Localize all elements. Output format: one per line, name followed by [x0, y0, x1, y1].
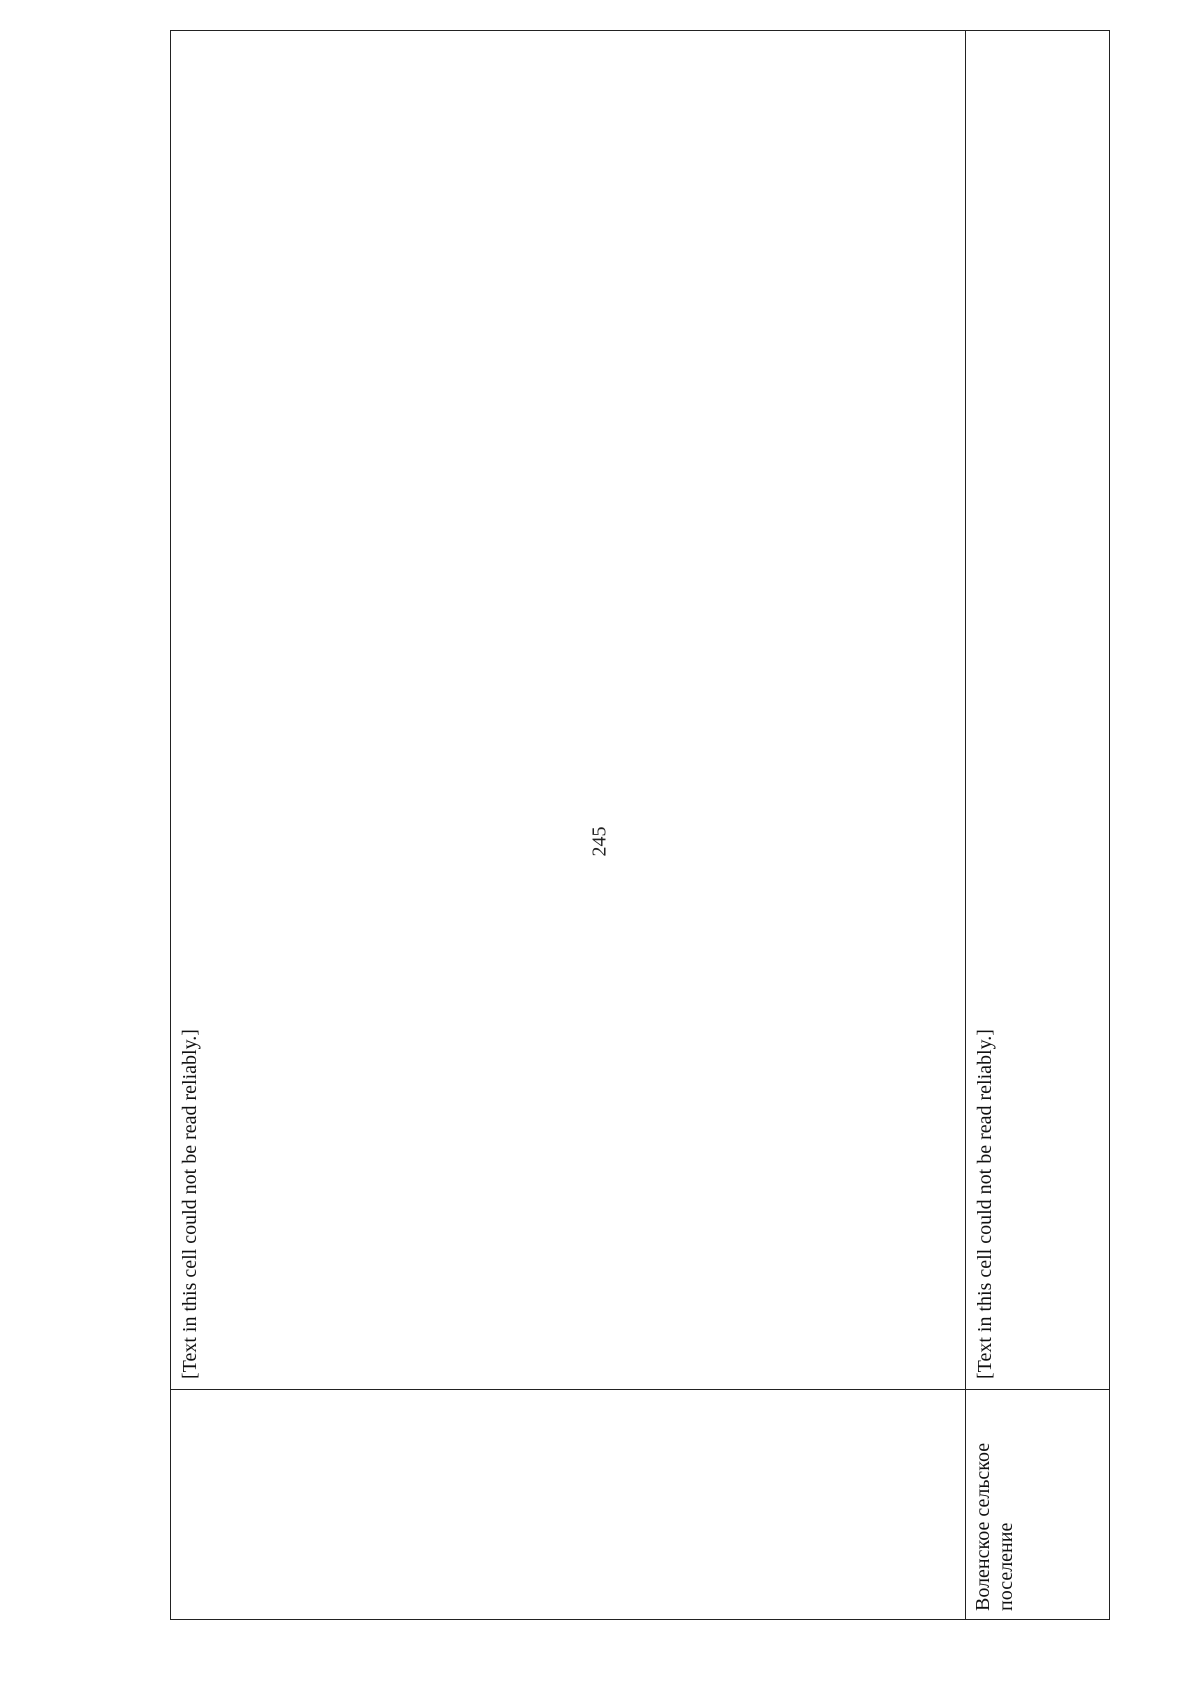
data-table: [170, 30, 1110, 1620]
table-row: [966, 31, 1109, 1619]
description-cell: [Text in this cell could not be read reliably.]: [974, 1029, 996, 1379]
table-container: [170, 30, 1110, 1620]
table-row: [171, 31, 966, 1619]
description-cell: [Text in this cell could not be read reliably.]: [179, 1029, 201, 1379]
settlement-cell: Воленское сельское поселение: [966, 1389, 1109, 1619]
settlement-cell: [171, 1389, 965, 1619]
page-number: 245: [588, 826, 611, 857]
